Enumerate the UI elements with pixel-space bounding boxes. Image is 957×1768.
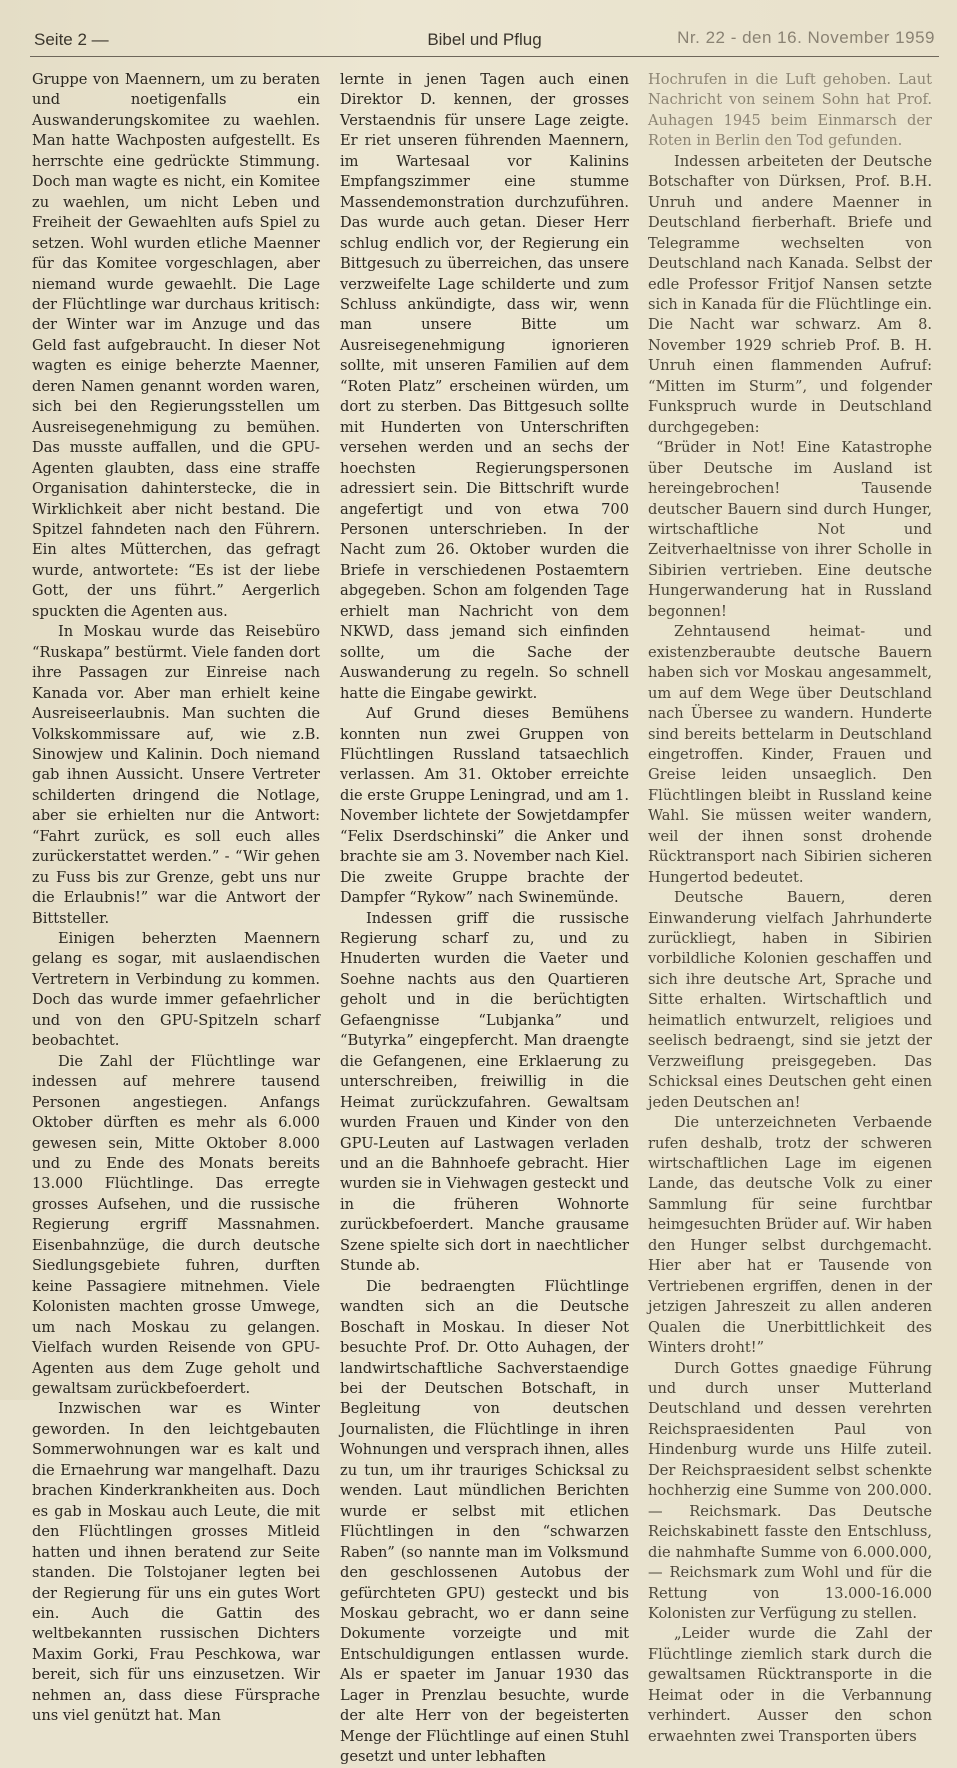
- text-column-2: [340, 70, 629, 1766]
- issue-date: Nr. 22 - den 16. November 1959: [677, 28, 935, 47]
- paragraph: Hochrufen in die Luft gehoben. Laut Nachricht von seinem Sohn hat Prof. Auhagen 1945 beim Einmarsch der Roten in Berlin den Tod gefunden.: [648, 71, 932, 150]
- text-column-3: [648, 70, 932, 1745]
- publication-title: Bibel und Pflug: [427, 30, 542, 49]
- paragraph: Inzwischen war es Winter geworden. In den leichtgebauten Sommerwohnungen war es kalt und die Ernaehrung war mangelhaft. Dazu brachen Kinderkrankheiten aus. Doch es gab in Moskau auch Leute, die mit den Flüchtlingen grosses Mitleid hatten und ihnen beratend zur Seite standen. Die Tolstojaner legten bei der Regierung für uns ein gutes Wort ein. Auch die Gattin des weltbekannten russischen Dichters Maxim Gorki, Frau Peschkowa, war bereit, sich für uns einzusetzen. Wir nehmen an, dass diese Fürsprache uns viel genützt hat. Man: [32, 1400, 320, 1725]
- paragraph: Indessen arbeiteten der Deutsche Botschafter von Dürksen, Prof. B.H. Unruh und andere Maenner in Deutschland fierberhaft. Briefe und Telegramme wechselten von Deutschland nach Kanada. Selbst der edle Professor Fritjof Nansen setzte sich in Kanada für die Flüchtlinge ein. Die Nacht war schwarz. Am 8. November 1929 schrieb Prof. B. H. Unruh einen flammenden Aufruf: “Mitten im Sturm”, und folgender Funkspruch wurde in Deutschland durchgegeben:: [648, 152, 932, 436]
- paragraph: Die bedraengten Flüchtlinge wandten sich an die Deutsche Boschaft in Moskau. In dieser Not besuchte Prof. Dr. Otto Auhagen, der landwirtschaftliche Sachverstaendige bei der Deutschen Botschaft, in Begleitung von deutschen Journalisten, die Flüchtlinge in ihren Wohnungen und versprach ihnen, alles zu tun, um ihr trauriges Schicksal zu wenden. Laut mündlichen Berichten wurde er selbst mit etlichen Flüchtlingen in den “schwarzen Raben” (so nannte man im Volksmund den geschlossenen Autobus der gefürchteten GPU) gesteckt und bis Moskau gebracht, wo er dann seine Dokumente vorzeigte und mit Entschuldigungen entlassen wurde. Als er spaeter im Januar 1930 das Lager in Prenzlau besuchte, wurde der alte Herr von der begeisterten Menge der Flüchtlinge auf einen Stuhl gesetzt und unter lebhaften: [340, 1277, 629, 1766]
- paragraph: Gruppe von Maennern, um zu beraten und noetigenfalls ein Auswanderungskomitee zu waehlen. Man hatte Wachposten aufgestellt. Es herrschte eine gedrückte Stimmung. Doch man wagte es nicht, ein Komitee zu waehlen, um nicht Leben und Freiheit der Gewaehlten aufs Spiel zu setzen. Wohl wurden etliche Maenner für das Komitee vorgeschlagen, aber niemand wurde gewaehlt. Die Lage der Flüchtlinge war durchaus kritisch: der Winter war im Anzuge und das Geld fast aufgebraucht. In dieser Not wagten es einige beherzte Maenner, deren Namen genannt worden waren, sich bei den Regierungsstellen um Ausreisegenehmigung zu bemühen. Das musste auffallen, und die GPU-Agenten glaubten, dass eine straffe Organisation dahinterstecke, die in Wirklichkeit aber nicht bestand. Die Spitzel fahndeten nach den Führern. Ein altes Mütterchen, das gefragt wurde, antwortete: “Es ist der liebe Gott, der uns führt.” Aergerlich spuckten die Agenten aus.: [32, 71, 320, 620]
- paragraph: Einigen beherzten Maennern gelang es sogar, mit auslaendischen Vertretern in Verbindung zu kommen. Doch das wurde immer gefaehrlicher und von den GPU-Spitzeln scharf beobachtet.: [32, 930, 320, 1050]
- paragraph: Deutsche Bauern, deren Einwanderung vielfach Jahrhunderte zurückliegt, haben in Sibirien vorbildliche Kolonien geschaffen und sich ihre deutsche Art, Sprache und Sitte erhalten. Wirtschaftlich und heimatlich entwurzelt, religioes und seelisch bedraengt, sind sie jetzt der Verzweiflung preisgegeben. Das Schicksal eines Deutschen geht einen jeden Deutschen an!: [648, 889, 932, 1111]
- page-number: Seite 2 —: [34, 30, 109, 49]
- page-header: [30, 24, 939, 57]
- quoted-appeal: “Brüder in Not! Eine Katastrophe über Deutsche im Ausland ist hereingebrochen! Tausende deutscher Bauern sind durch Hunger, wirtschaftliche Not und Zeitverhaeltnisse von ihrer Scholle in Sibirien vertrieben. Eine deutsche Hungerwanderung hat in Russland begonnen!: [648, 439, 932, 620]
- paragraph: Zehntausend heimat- und existenzberaubte deutsche Bauern haben sich vor Moskau angesammelt, um auf dem Wege über Deutschland nach Übersee zu wandern. Hunderte sind bereits bettelarm in Deutschland eingetroffen. Kinder, Frauen und Greise leiden unsaeglich. Den Flüchtlingen bleibt in Russland keine Wahl. Sie müssen weiter wandern, weil der ihnen sonst drohende Rücktransport nach Sibirien sicheren Hungertod bedeutet.: [648, 623, 932, 886]
- paragraph: „Leider wurde die Zahl der Flüchtlinge ziemlich stark durch die gewaltsamen Rücktransporte in die Heimat oder in die Verbannung verhindert. Ausser den schon erwaehnten zwei Transporten übers: [648, 1625, 932, 1745]
- paragraph: Auf Grund dieses Bemühens konnten nun zwei Gruppen von Flüchtlingen Russland tatsaechlich verlassen. Am 31. Oktober erreichte die erste Gruppe Leningrad, und am 1. November lichtete der Sowjetdampfer “Felix Dserdschinski” die Anker und brachte sie am 3. November nach Kiel. Die zweite Gruppe brachte der Dampfer “Rykow” nach Swinemünde.: [340, 705, 629, 907]
- paragraph: Durch Gottes gnaedige Führung und durch unser Mutterland Deutschland und dessen verehrten Reichspraesidenten Paul von Hindenburg wurde uns Hilfe zuteil. Der Reichspraesident selbst schenkte hochherzig eine Summe von 200.000.— Reichsmark. Das Deutsche Reichskabinett fasste den Entschluss, die nahmhafte Summe von 6.000.000,— Reichsmark zum Wohl und für die Rettung von 13.000-16.000 Kolonisten zur Verfügung zu stellen.: [648, 1359, 932, 1622]
- text-column-1: [32, 70, 320, 1725]
- paragraph: In Moskau wurde das Reisebüro “Ruskapa” bestürmt. Viele fanden dort ihre Passagen zur Einreise nach Kanada vor. Aber man erhielt keine Ausreiseerlaubnis. Man suchten die Volkskommissare auf, wie z.B. Sinowjew und Kalinin. Doch niemand gab ihnen Aussicht. Unsere Vertreter schilderten dringend die Notlage, aber sie erhielten nur die Antwort: “Fahrt zurück, es soll euch alles zurückerstattet werden.” - “Wir gehen zu Fuss bis zur Grenze, gebt uns nur die Erlaubnis!” war die Antwort der Bittsteller.: [32, 623, 320, 927]
- paragraph: Indessen griff die russische Regierung scharf zu, und zu Hnuderten wurden die Vaeter und Soehne nachts aus den Quartieren geholt und in die berüchtigten Gefaengnisse “Lubjanka” und “Butyrka” eingepfercht. Man draengte die Gefangenen, eine Erklaerung zu unterschreiben, freiwillig in die Heimat zurückzufahren. Gewaltsam wurden Frauen und Kinder von den GPU-Leuten auf Lastwagen verladen und an die Bahnhoefe gebracht. Hier wurden sie in Viehwagen gesteckt und in die früheren Wohnorte zurückbefoerdert. Manche grausame Szene spielte sich dort in naechtlicher Stunde ab.: [340, 909, 629, 1275]
- paragraph: lernte in jenen Tagen auch einen Direktor D. kennen, der grosses Verstaendnis für unsere Lage zeigte. Er riet unseren führenden Maennern, im Wartesaal vor Kalinins Empfangszimmer eine stumme Massendemonstration durchzuführen. Das wurde auch getan. Dieser Herr schlug endlich vor, der Regierung ein Bittgesuch zu überreichen, das unsere verzweifelte Lage schilderte und zum Schluss ankündigte, dass wir, wenn man unsere Bitte um Ausreisegenehmigung ignorieren sollte, mit unseren Familien auf dem “Roten Platz” erscheinen würden, um dort zu sterben. Das Bittgesuch sollte mit Hunderten von Unterschriften versehen werden und an sechs der hoechsten Regierungspersonen adressiert sein. Die Bittschrift wurde angefertigt und von etwa 700 Personen unterschrieben. In der Nacht zum 26. Oktober wurden die Briefe in verschiedenen Postaemtern abgegeben. Schon am folgenden Tage erhielt man Nachricht von dem NKWD, dass jemand sich einfinden sollte, um die Sache der Auswanderung zu regeln. So schnell hatte die Eingabe gewirkt.: [340, 71, 629, 702]
- paragraph: Die Zahl der Flüchtlinge war indessen auf mehrere tausend Personen angestiegen. Anfangs Oktober dürften es mehr als 6.000 gewesen sein, Mitte Oktober 8.000 und zu Ende des Monats bereits 13.000 Flüchtlinge. Das erregte grosses Aufsehen, und die russische Regierung ergriff Massnahmen. Eisenbahnzüge, die durch deutsche Siedlungsgebiete fuhren, durften keine Passagiere mitnehmen. Viele Kolonisten machten grosse Umwege, um nach Moskau zu gelangen. Vielfach wurden Reisende von GPU-Agenten aus dem Zuge geholt und gewaltsam zurückbefoerdert.: [32, 1052, 320, 1397]
- paragraph: Die unterzeichneten Verbaende rufen deshalb, trotz der schweren wirtschaftlichen Lage im eigenen Lande, das deutsche Volk zu einer Sammlung für seine furchtbar heimgesuchten Brüder auf. Wir haben den Hunger selbst durchgemacht. Hier aber hat er Tausende von Vertriebenen ergriffen, denen in der jetzigen Jahreszeit zu allen anderen Qualen die Unerbittlichkeit des Winters droht!”: [648, 1114, 932, 1357]
